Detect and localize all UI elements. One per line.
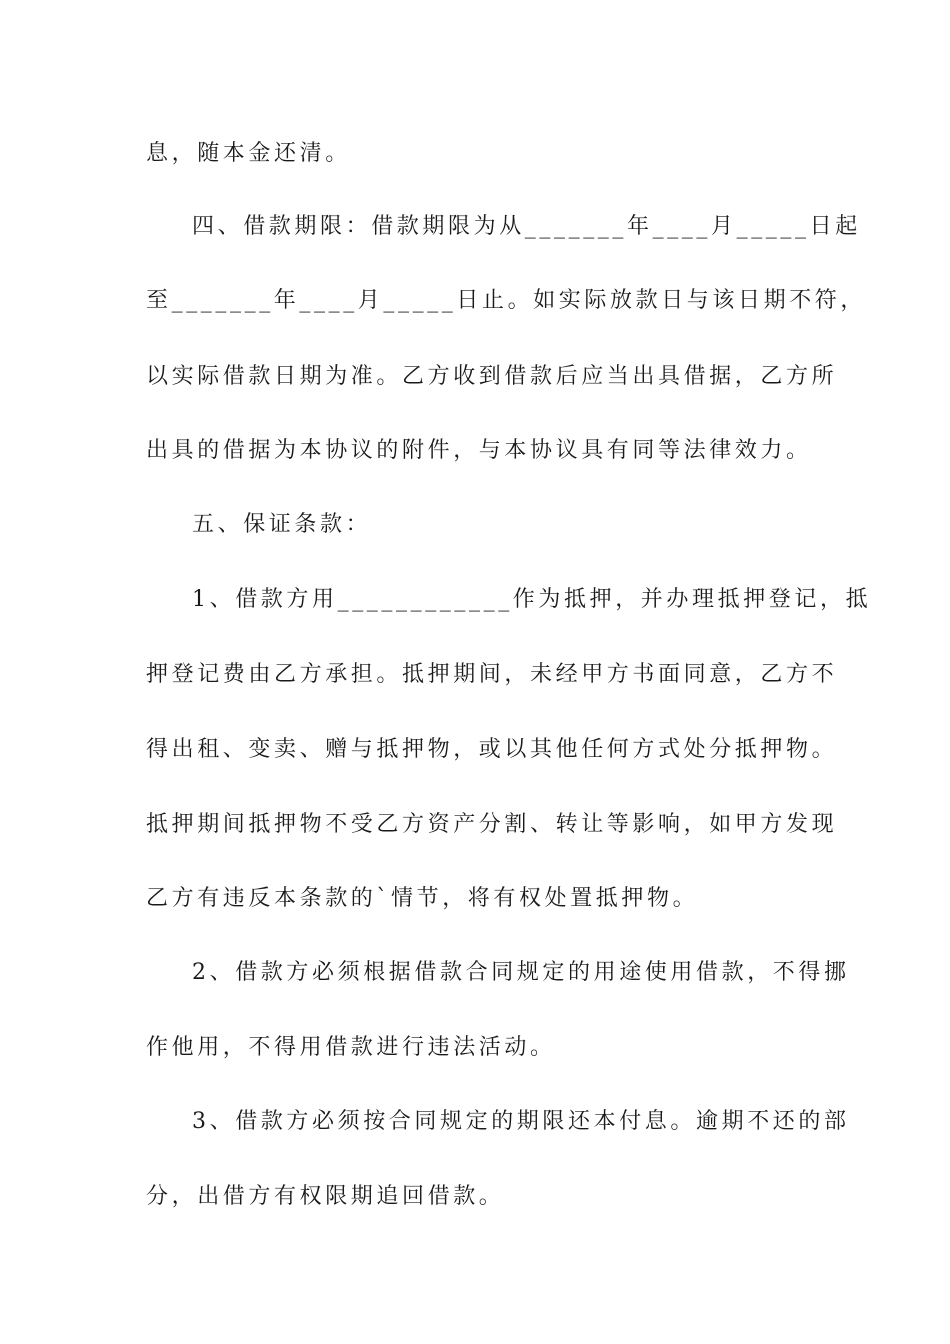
paragraph-line-15: 分，出借方有权限期追回借款。 xyxy=(146,1184,505,1209)
paragraph-line-2: 四、借款期限：借款期限为从_______年____月_____日起 xyxy=(192,214,861,239)
paragraph-line-7: 1、借款方用____________作为抵押，并办理抵押登记，抵 xyxy=(192,587,872,612)
section-heading-guarantee: 五、保证条款： xyxy=(192,512,372,537)
paragraph-line-3: 至_______年____月_____日止。如实际放款日与该日期不符， xyxy=(146,288,867,313)
paragraph-line-11: 乙方有违反本条款的`情节，将有权处置抵押物。 xyxy=(146,886,699,911)
paragraph-line-10: 抵押期间抵押物不受乙方资产分割、转让等影响，如甲方发现 xyxy=(146,812,838,837)
paragraph-line-14: 3、借款方必须按合同规定的期限还本付息。逾期不还的部 xyxy=(192,1109,850,1134)
paragraph-line-5: 出具的借据为本协议的附件，与本协议具有同等法律效力。 xyxy=(146,438,812,463)
paragraph-line-1: 息，随本金还清。 xyxy=(146,141,351,166)
paragraph-line-13: 作他用，不得用借款进行违法活动。 xyxy=(146,1035,556,1060)
paragraph-line-4: 以实际借款日期为准。乙方收到借款后应当出具借据，乙方所 xyxy=(146,364,838,389)
paragraph-line-12: 2、借款方必须根据借款合同规定的用途使用借款，不得挪 xyxy=(192,960,850,985)
paragraph-line-9: 得出租、变卖、赠与抵押物，或以其他任何方式处分抵押物。 xyxy=(146,737,838,762)
paragraph-line-8: 押登记费由乙方承担。抵押期间，未经甲方书面同意，乙方不 xyxy=(146,662,838,687)
